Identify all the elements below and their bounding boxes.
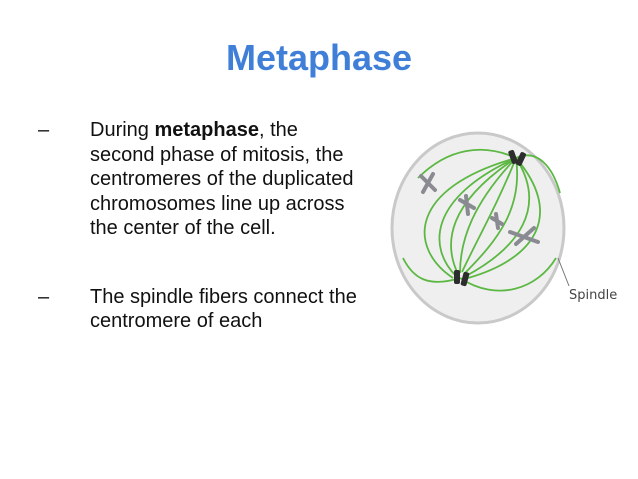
bullet-rest-text: , the second phase of mitosis, the centromeres of the duplicated chromosomes line up across the center of the cell.	[90, 119, 354, 239]
bullet-dash: –	[38, 285, 50, 308]
bullet-lead-text: The spindle fibers connect the centromere of each	[90, 285, 357, 332]
spindle-pointer-line	[558, 258, 569, 286]
metaphase-cell-illustration	[388, 128, 570, 328]
bullet-list	[38, 118, 358, 378]
bullet-metaphase	[38, 118, 358, 241]
bullet-dash: –	[38, 119, 50, 141]
cell-membrane	[392, 133, 564, 323]
slide-title: Metaphase	[225, 37, 413, 78]
spindle-label: Spindle	[569, 288, 618, 303]
bullet-spindle-fibers	[38, 285, 358, 334]
bullet-emphasis: metaphase	[154, 119, 259, 141]
bullet-lead-text: During	[90, 119, 155, 141]
